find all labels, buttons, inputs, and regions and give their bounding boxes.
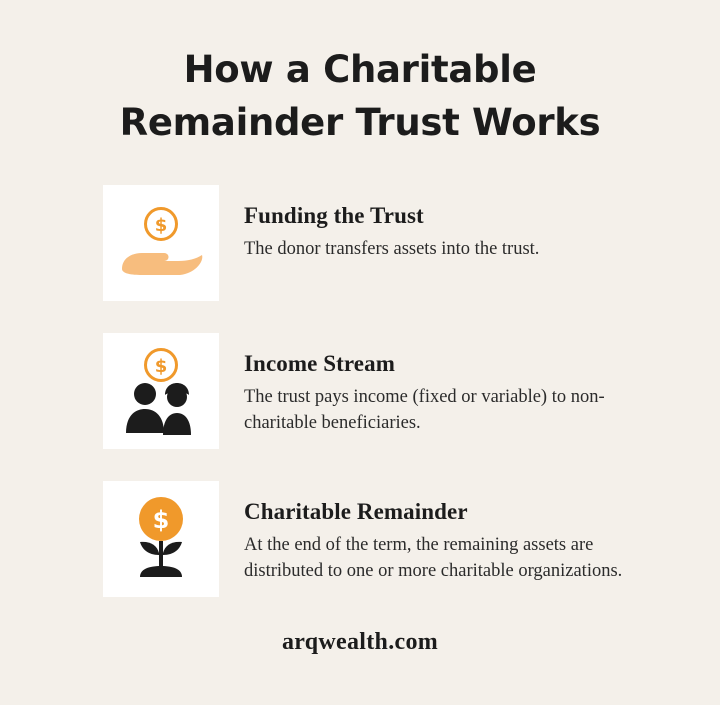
page-title-line-1: How a Charitable <box>183 48 537 91</box>
couple-with-coin-icon <box>118 347 204 435</box>
step-text-block <box>219 333 634 436</box>
page-title-line-2: Remainder Trust Works <box>119 100 601 144</box>
step-icon-container <box>103 185 219 301</box>
svg-text:$: $ <box>152 506 170 535</box>
coin-plant-growth-icon <box>118 493 204 585</box>
step-title: Charitable Remainder <box>244 499 468 525</box>
step-description: At the end of the term, the remaining assets are distributed to one or more charitable organizations. <box>244 535 623 581</box>
website-footer: arqwealth.com <box>281 629 439 656</box>
step-description: The trust pays income (fixed or variable) to non-charitable beneficiaries. <box>244 387 605 433</box>
hand-holding-coin-icon <box>118 203 204 283</box>
step-title: Income Stream <box>244 351 395 377</box>
svg-text:$: $ <box>154 356 168 378</box>
page-title <box>0 0 720 149</box>
step-icon-container <box>103 481 219 597</box>
list-item <box>103 481 660 597</box>
list-item <box>103 185 660 301</box>
step-title: Funding the Trust <box>244 203 424 229</box>
step-description: The donor transfers assets into the trust. <box>244 239 540 260</box>
step-text-block <box>219 185 539 263</box>
steps-list <box>0 185 720 597</box>
list-item <box>103 333 660 449</box>
step-icon-container <box>103 333 219 449</box>
step-text-block <box>219 481 634 584</box>
svg-text:$: $ <box>154 215 168 237</box>
